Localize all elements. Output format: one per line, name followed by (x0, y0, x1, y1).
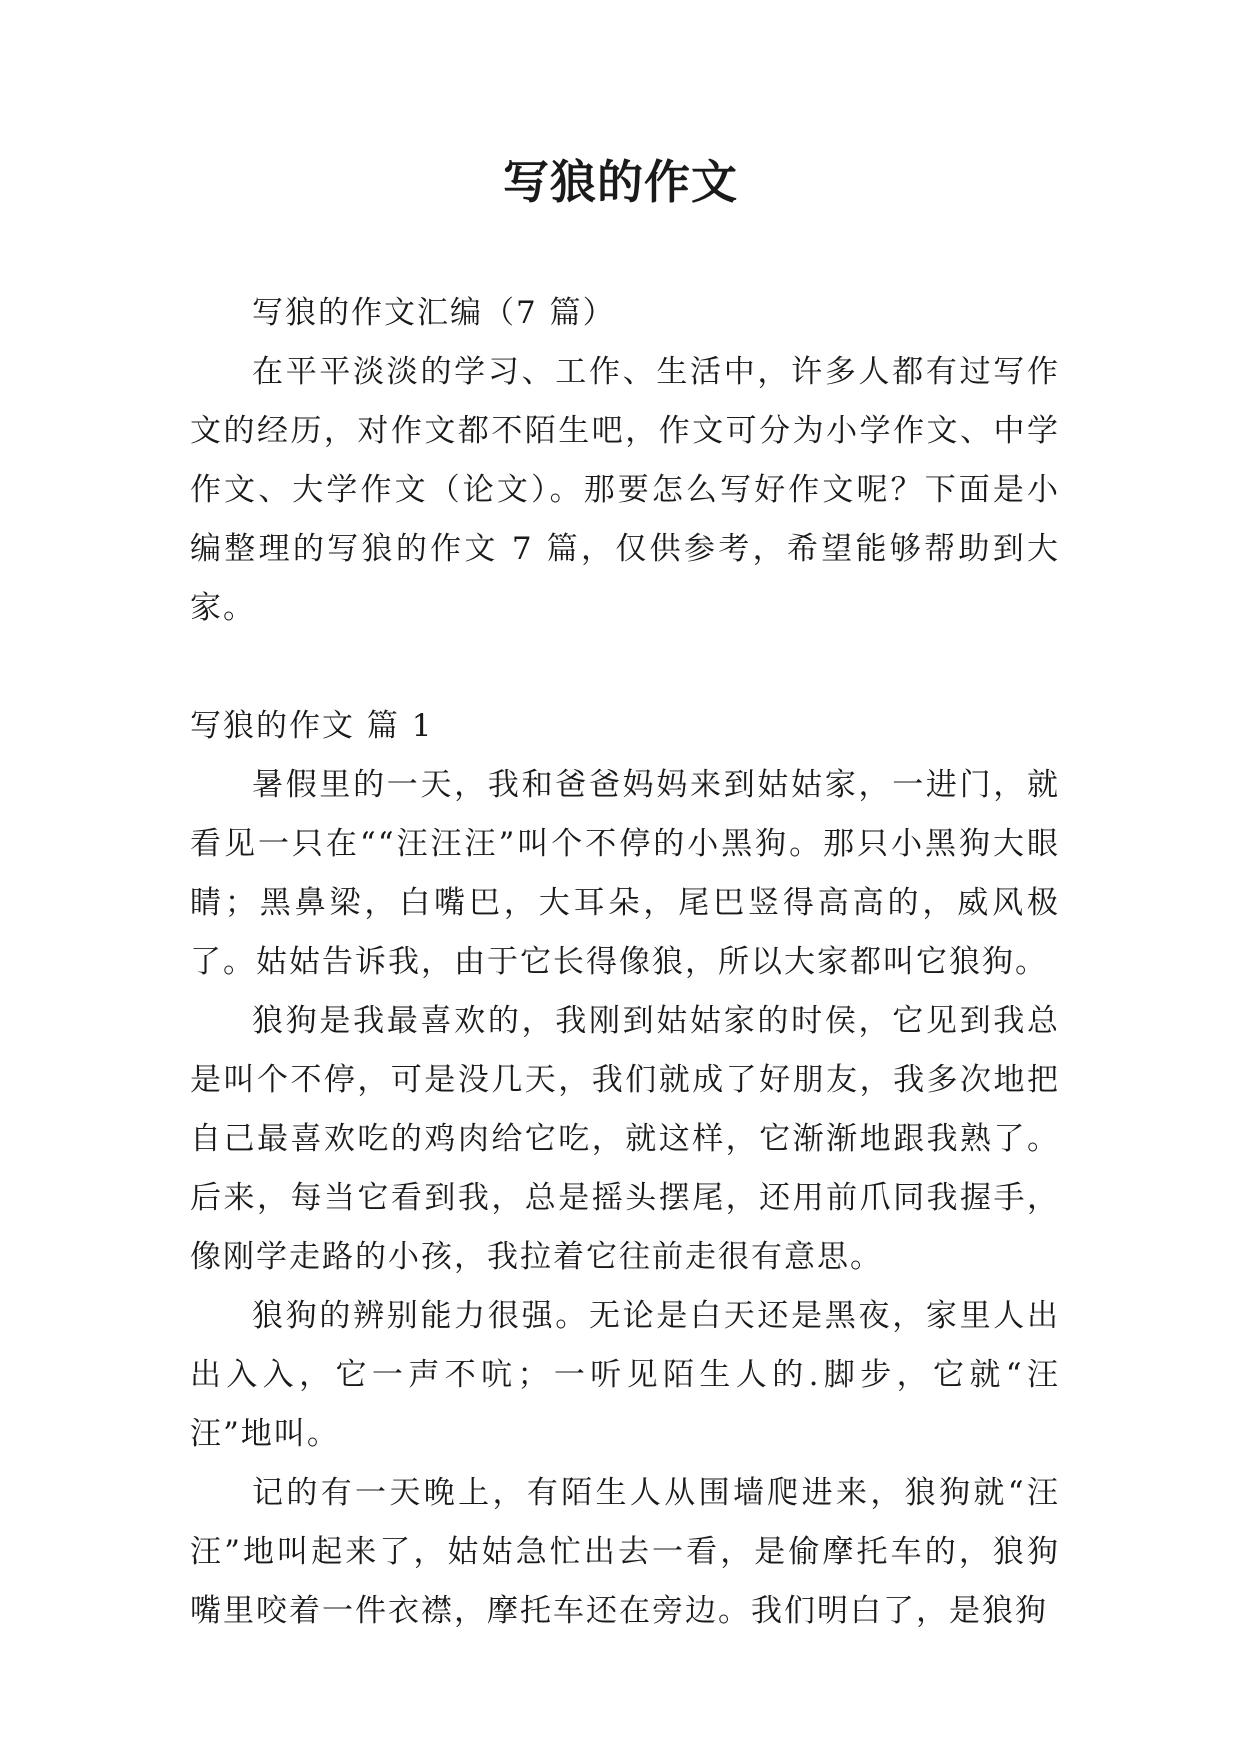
paragraph: 记的有一天晚上，有陌生人从围墙爬进来，狼狗就“汪汪”地叫起来了，姑姑急忙出去一看，是偷摩托车的，狼狗嘴里咬着一件衣襟，摩托车还在旁边。我们明白了，是狼狗 (190, 1475, 1060, 1629)
paragraph: 狼狗是我最喜欢的，我刚到姑姑家的时侯，它见到我总是叫个不停，可是没几天，我们就成了好朋友，我多次地把自己最喜欢吃的鸡肉给它吃，就这样，它渐渐地跟我熟了。后来，每当它看到我，总是摇头摆尾，还用前爪同我握手，像刚学走路的小孩，我拉着它往前走很有意思。 (190, 1003, 1060, 1275)
paragraph: 狼狗的辨别能力很强。无论是白天还是黑夜，家里人出出入入，它一声不吭；一听见陌生人的.脚步，它就“汪汪”地叫。 (190, 1298, 1060, 1452)
document-title: 写狼的作文 (503, 155, 738, 209)
intro-paragraph: 在平平淡淡的学习、工作、生活中，许多人都有过写作文的经历，对作文都不陌生吧，作文可分为小学作文、中学作文、大学作文（论文）。那要怎么写好作文呢？下面是小编整理的写狼的作文 7 篇，仅供参考，希望能够帮助到大家。 (190, 354, 1060, 626)
section-heading: 写狼的作文 篇 1 (190, 708, 434, 744)
paragraph: 暑假里的一天，我和爸爸妈妈来到姑姑家，一进门，就看见一只在““汪汪汪”叫个不停的小黑狗。那只小黑狗大眼睛；黑鼻梁，白嘴巴，大耳朵，尾巴竖得高高的，威风极了。姑姑告诉我，由于它长得像狼，所以大家都叫它狼狗。 (190, 767, 1060, 980)
document-body (190, 284, 1060, 1641)
document-subtitle: 写狼的作文汇编（7 篇） (252, 295, 616, 331)
